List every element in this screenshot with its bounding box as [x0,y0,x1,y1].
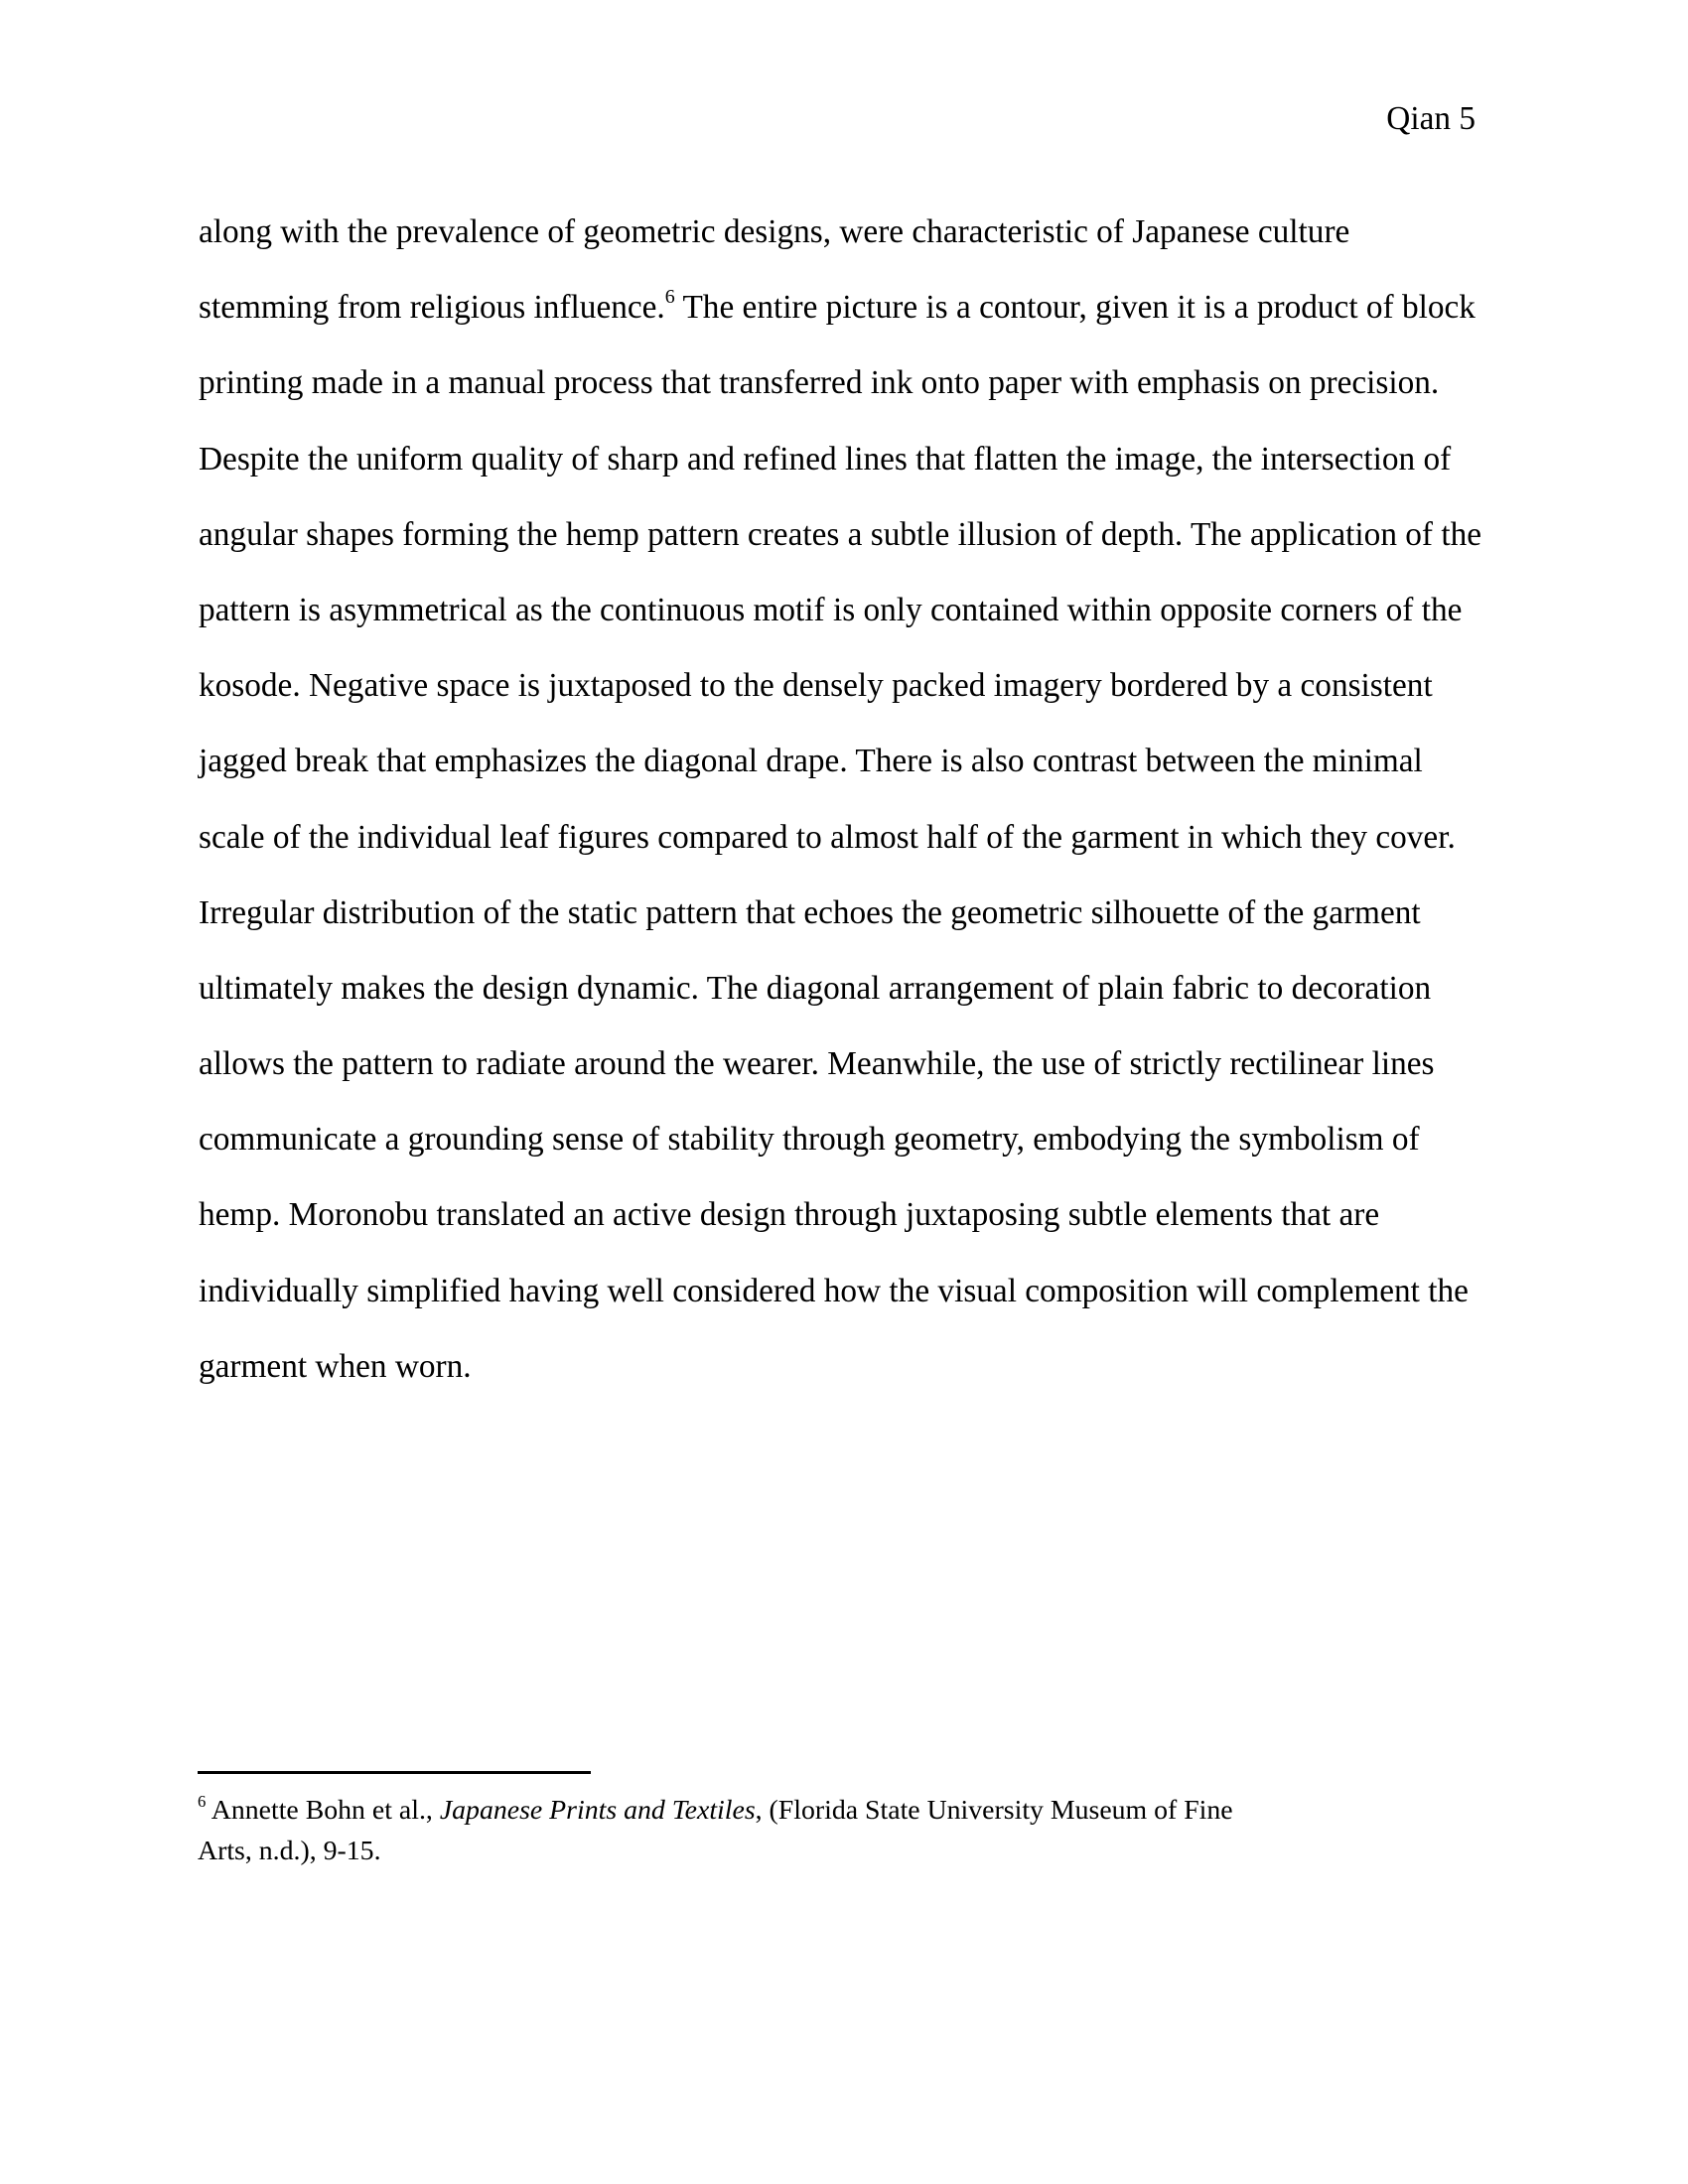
body-line-text: stemming from religious influence. [199,289,665,327]
body-line: hemp. Moronobu translated an active design through juxtaposing subtle elements that are [199,1196,1380,1234]
body-line: kosode. Negative space is juxtaposed to the densely packed imagery bordered by a consistent [199,667,1433,705]
body-line: garment when worn. [199,1347,472,1385]
body-line: scale of the individual leaf figures compared to almost half of the garment in which they cover. [199,818,1456,856]
body-line: pattern is asymmetrical as the continuous motif is only contained within opposite corners of the [199,591,1463,628]
body-line: Irregular distribution of the static pattern that echoes the geometric silhouette of the garment [199,893,1421,931]
body-line: printing made in a manual process that transferred ink onto paper with emphasis on precision. [199,364,1440,402]
footnote-reference[interactable]: 6 [664,286,675,309]
footnote-number: 6 [198,1792,207,1812]
footnote-line: Arts, n.d.), 9-15. [198,1836,381,1866]
body-line: angular shapes forming the hemp pattern creates a subtle illusion of depth. The application of the [199,515,1482,553]
body-line: jagged break that emphasizes the diagonal drape. There is also contrast between the minimal [199,743,1423,780]
footnote [198,1790,1488,1871]
body-line [199,270,1489,345]
footnote-title: Japanese Prints and Textiles [439,1795,756,1826]
body-line: allows the pattern to radiate around the wearer. Meanwhile, the use of strictly rectilinear lines [199,1045,1435,1083]
body-line: ultimately makes the design dynamic. The diagonal arrangement of plain fabric to decoration [199,969,1432,1007]
body-line: individually simplified having well considered how the visual composition will complement the [199,1272,1469,1309]
body-line: along with the prevalence of geometric designs, were characteristic of Japanese culture [199,213,1350,250]
body-paragraph [199,195,1489,1405]
body-line: Despite the uniform quality of sharp and refined lines that flatten the image, the intersection of [199,440,1452,478]
footnote-separator [198,1771,591,1774]
footnote-publisher: , (Florida State University Museum of Fine [755,1795,1233,1826]
body-line: communicate a grounding sense of stability through geometry, embodying the symbolism of [199,1121,1420,1159]
footnote-author: Annette Bohn et al., [206,1795,440,1826]
running-head: Qian 5 [1386,100,1476,137]
body-line-text: The entire picture is a contour, given it is a product of block [674,289,1476,327]
footnote-line [198,1790,1488,1831]
